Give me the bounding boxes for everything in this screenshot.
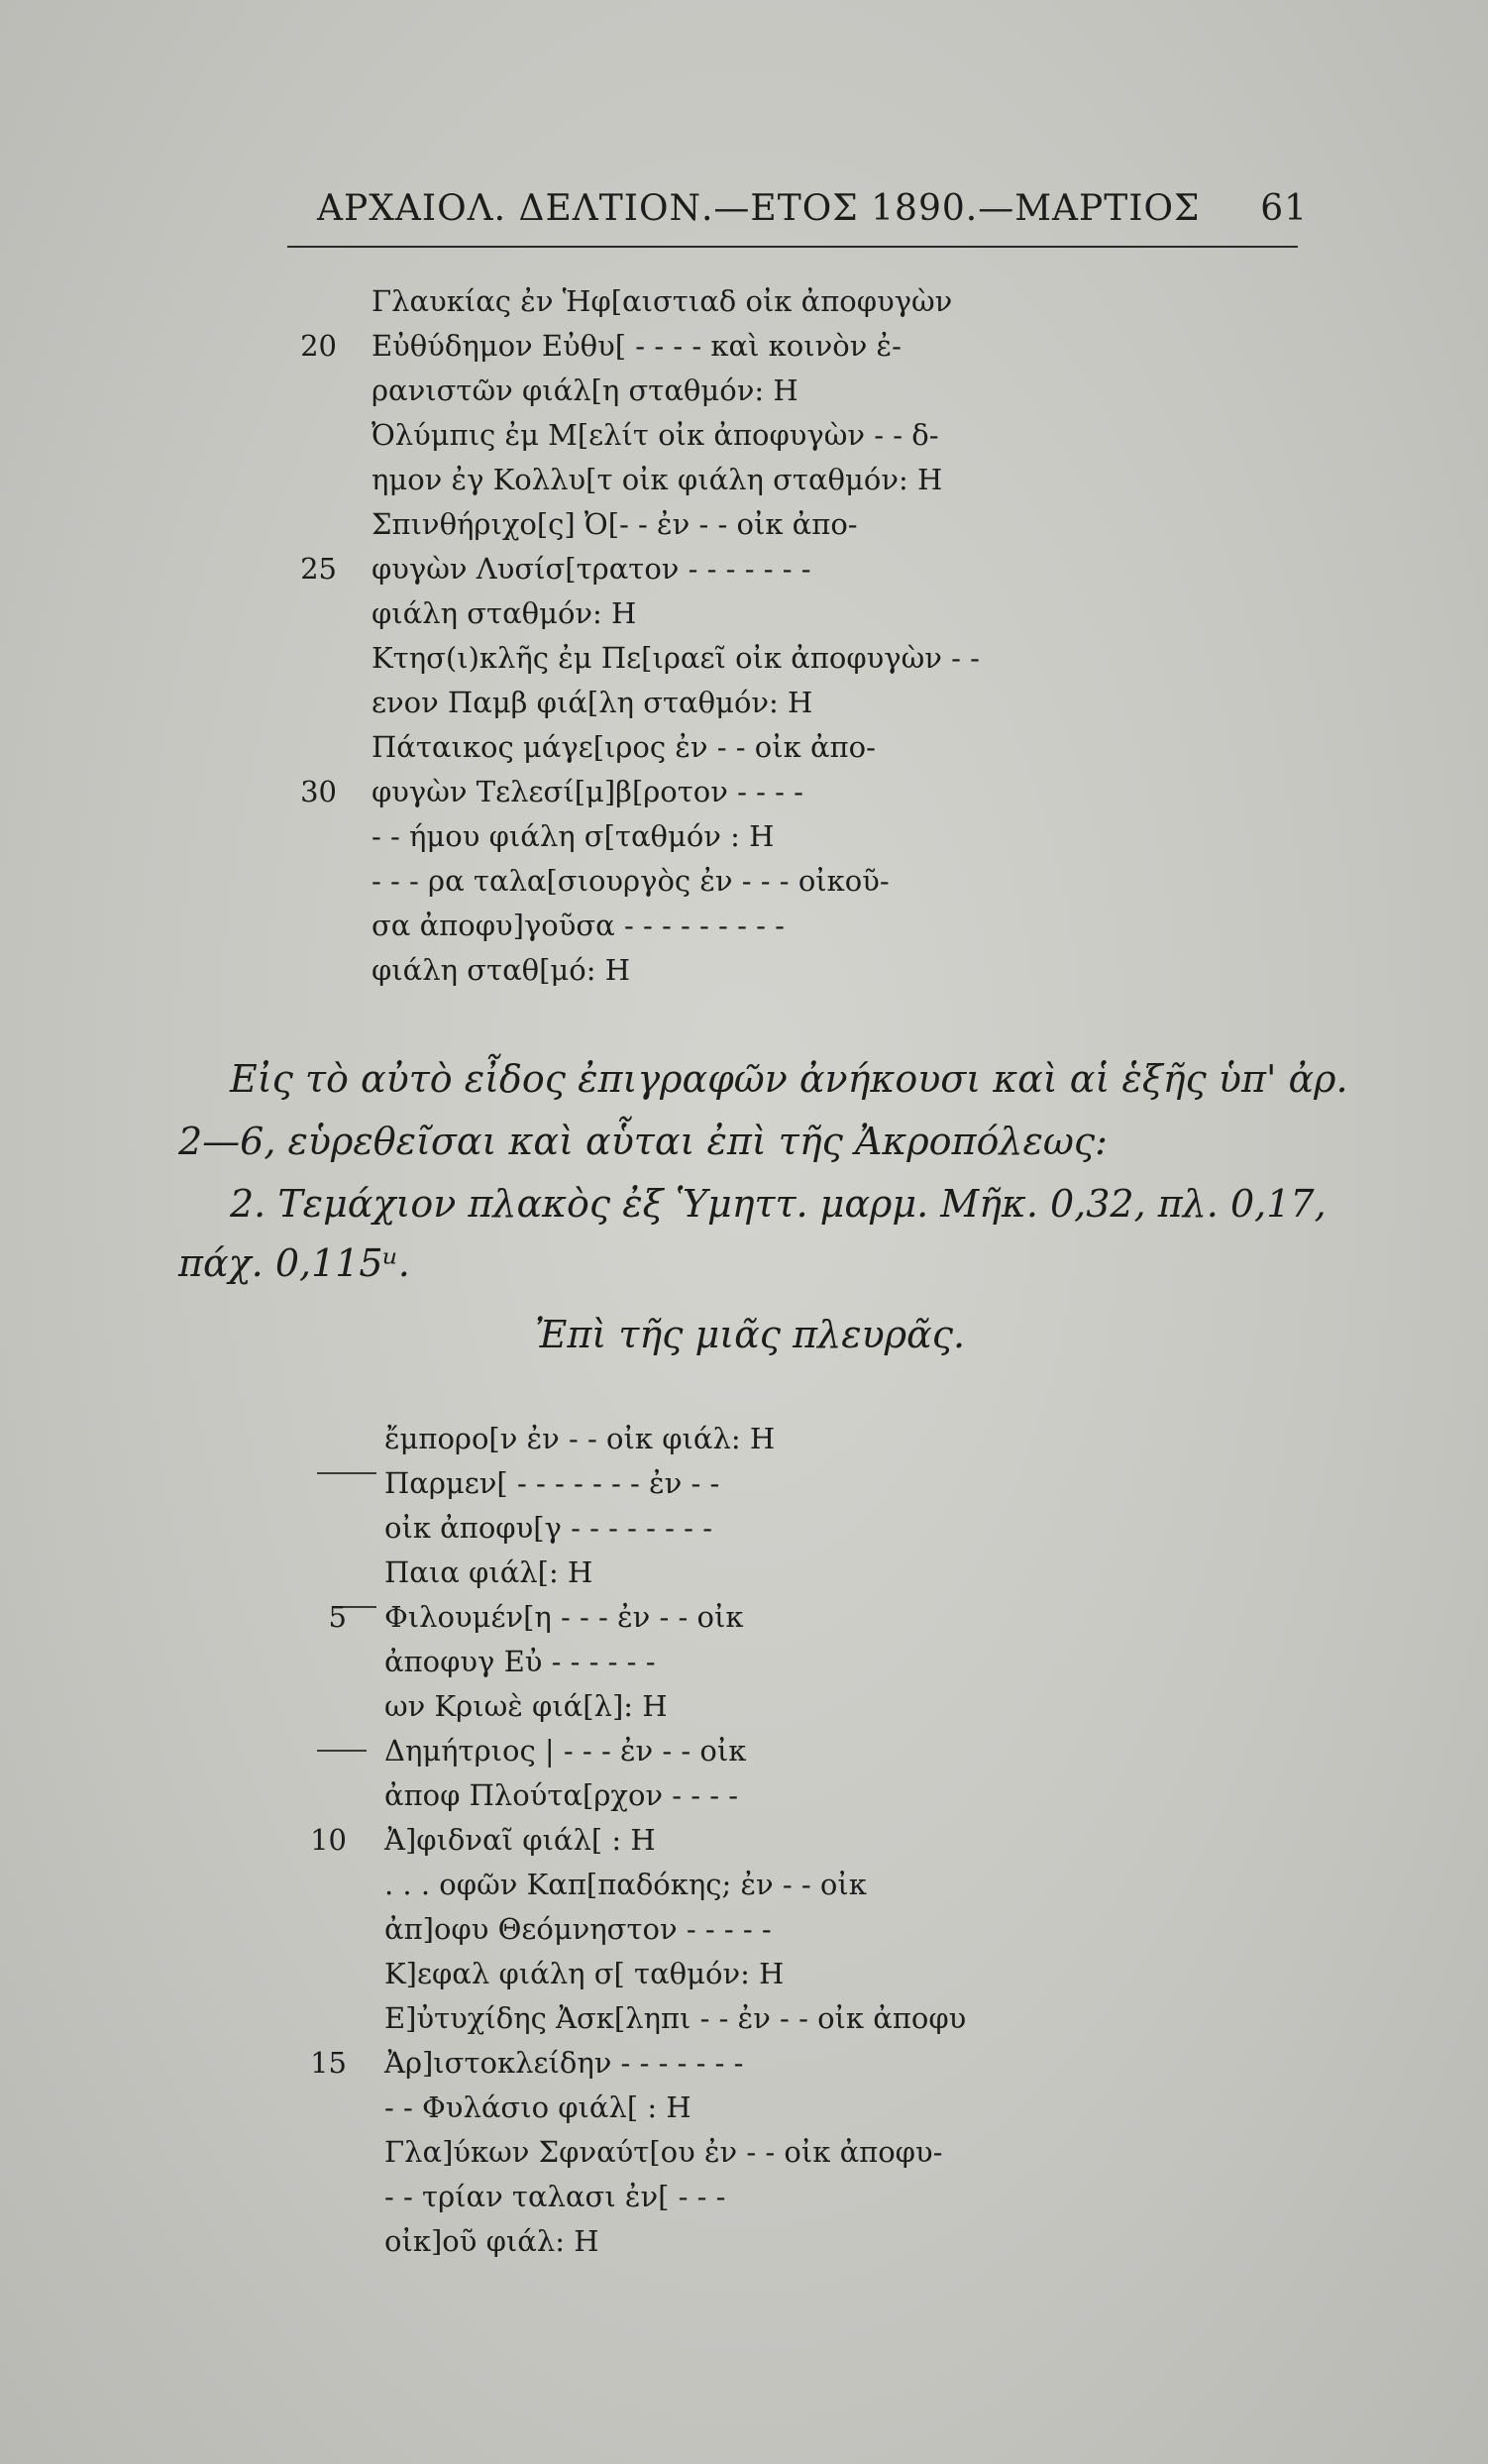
page-number: 61 <box>1260 188 1308 229</box>
inscription-line: Γλαυκίας ἐν Ἡφ[αιστιαδ οἰκ ἀποφυγὼν <box>372 284 953 318</box>
page-header <box>317 188 1308 238</box>
commentary-line: 2. Τεμάχιον πλακὸς ἐξ Ὑμηττ. μαρμ. Μῆκ. 0,32, πλ. 0,17, <box>230 1182 1327 1226</box>
inscription-line: Ὀλύμπις ἐμ Μ[ελίτ οἰκ ἀποφυγὼν - - δ- <box>372 418 939 452</box>
inscription-line: Ἀρ]ιστοκλείδην - - - - - - - <box>384 2046 744 2080</box>
inscription-line: - - τρίαν ταλασι ἐν[ - - - <box>384 2180 726 2213</box>
inscription-line: Φιλουμέν[η - - - ἐν - - οἰκ <box>384 1600 744 1634</box>
inscription-line: σα ἀποφυ]γοῦσα - - - - - - - - - <box>372 909 785 942</box>
inscription-line: φιάλη σταθμόν: Η <box>372 596 637 630</box>
line-number: 10 <box>310 1823 347 1857</box>
inscription-line: οἰκ ἀποφυ[γ - - - - - - - - <box>384 1511 712 1545</box>
inscription-line: Ἀ]φιδναῖ φιάλ[ : Η <box>384 1823 656 1857</box>
inscription-line: - - ήμου φιάλη σ[ταθμόν : Η <box>372 819 775 853</box>
line-number: 15 <box>310 2046 347 2080</box>
inscription-line: Πάταικος μάγε[ιρος ἐν - - οἰκ ἀπο- <box>372 730 876 764</box>
inscription-line: ἔμπορο[ν ἐν - - οἰκ φιάλ: Η <box>384 1422 776 1455</box>
inscription-line: ἀποφυγ Εὐ - - - - - - <box>384 1645 656 1678</box>
inscription-line: ων Κριωὲ φιά[λ]: Η <box>384 1689 668 1723</box>
inscription-line: φιάλη σταθ[μό: Η <box>372 953 631 987</box>
commentary-line: Εἰς τὸ αὐτὸ εἶδος ἐπιγραφῶν ἀνήκουσι καὶ αἱ ἑξῆς ὑπ' ἀρ. <box>230 1057 1348 1101</box>
line-number: 20 <box>300 329 337 363</box>
inscription-line: Σπινθήριχο[ς] Ὀ[- - ἐν - - οἰκ ἀπο- <box>372 507 858 541</box>
header-rule <box>287 246 1298 248</box>
inscription-line: Παια φιάλ[: Η <box>384 1555 593 1589</box>
inscription-line: ρανιστῶν φιάλ[η σταθμόν: Η <box>372 374 798 407</box>
inscription-line: φυγὼν Λυσίσ[τρατον - - - - - - - <box>372 552 811 586</box>
inscription-line: Κτησ(ι)κλῆς ἐμ Πε[ιραεῖ οἰκ ἀποφυγὼν - - <box>372 641 980 675</box>
inscription-line: ενον Παμβ φιά[λη σταθμόν: Η <box>372 686 813 719</box>
line-number: 5 <box>328 1600 347 1634</box>
inscription-line: ἀποφ Πλούτα[ρχον - - - - <box>384 1778 739 1812</box>
inscription-line: φυγὼν Τελεσί[μ]β[ροτον - - - - <box>372 775 803 808</box>
line-number: 30 <box>300 775 337 808</box>
line-number: 25 <box>300 552 337 586</box>
inscription-line: Ε]ὐτυχίδης Ἀσκ[ληπι - - ἐν - - οἰκ ἀποφυ <box>384 2001 967 2035</box>
margin-rule <box>317 1750 367 1752</box>
inscription-line: - - Φυλάσιο φιάλ[ : Η <box>384 2090 691 2124</box>
section-heading: Ἐπὶ τῆς μιᾶς πλευρᾶς. <box>535 1313 966 1356</box>
inscription-line: Παρμεν[ - - - - - - - ἐν - - <box>384 1466 720 1500</box>
inscription-line: Δημήτριος | - - - ἐν - - οἰκ <box>384 1734 747 1768</box>
running-title: ΑΡΧΑΙΟΛ. ΔΕΛΤΙΟΝ.—ΕΤΟΣ 1890.—ΜΑΡΤΙΟΣ <box>317 188 1201 229</box>
margin-rule <box>317 1472 376 1474</box>
inscription-line: ἀπ]οφυ Θεόμνηστον - - - - - <box>384 1912 772 1946</box>
inscription-line: . . . οφῶν Καπ[παδόκης; ἐν - - οἰκ <box>384 1868 867 1901</box>
inscription-line: οἰκ]οῦ φιάλ: Η <box>384 2224 599 2258</box>
commentary-line: 2—6, εὑρεθεῖσαι καὶ αὗται ἐπὶ τῆς Ἀκροπόλεως: <box>178 1120 1108 1163</box>
inscription-line: Γλα]ύκων Σφναύτ[ου ἐν - - οἰκ ἀποφυ- <box>384 2135 943 2169</box>
inscription-line: - - - ρα ταλα[σιουργὸς ἐν - - - οἰκοῦ- <box>372 864 890 898</box>
inscription-line: ημον ἐγ Κολλυ[τ οἰκ φιάλη σταθμόν: Η <box>372 463 943 496</box>
inscription-line: Κ]εφαλ φιάλη σ[ ταθμόν: Η <box>384 1957 785 1990</box>
commentary-line: πάχ. 0,115ᵘ. <box>178 1241 410 1285</box>
inscription-line: Εὐθύδημον Εὐθυ[ - - - - καὶ κοινὸν ἐ- <box>372 329 902 363</box>
